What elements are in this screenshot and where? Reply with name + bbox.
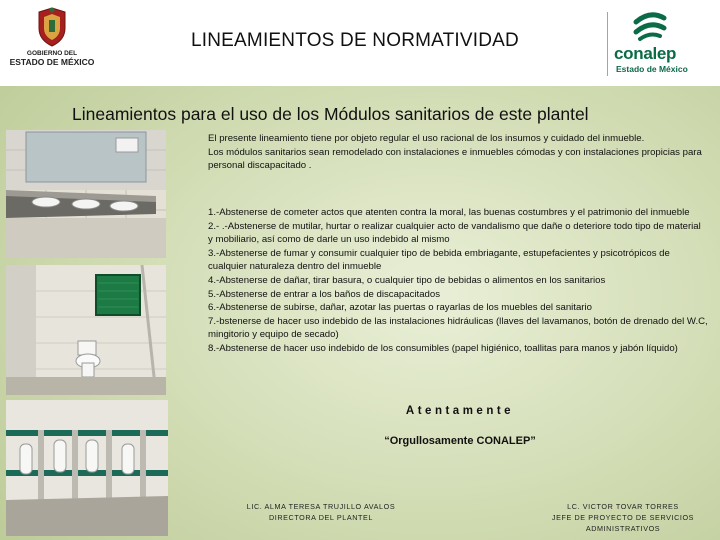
toilet-photo [6,265,166,395]
closing-motto: “Orgullosamente CONALEP” [384,435,536,447]
gobierno-estado-mexico-logo [6,6,98,76]
rule-item: 1.-Abstenerse de cometer actos que atenten contra la moral, las buenas costumbres y el patrimonio del inmueble [208,207,690,218]
rule-item: 3.-Abstenerse de fumar y consumir cualquier tipo de bebida embriagante, estupefacientes y psicotrópicos de cualquier naturaleza dentro del inmueble [208,247,670,273]
header-divider [607,12,608,76]
signature-left [226,501,416,523]
intro-text [208,132,708,173]
rule-item: 4.-Abstenerse de dañar, tirar basura, o cualquier tipo de bebidas o alimentos en los sanitarios [208,274,606,286]
conalep-brand-text: conalep [614,44,677,63]
sinks-photo [6,130,166,258]
intro-paragraph: El presente lineamiento tiene por objeto regular el uso racional de los insumos y cuidado del inmueble. [208,133,645,144]
signature-left-role: DIRECTORA DEL PLANTEL [268,513,374,522]
rule-item: 6.-Abstenerse de subirse, dañar, azotar las puertas o rayarlas de los muebles del sanitario [208,302,592,314]
closing-attentively: Atentamente [405,405,515,417]
rule-item: 7.-bstenerse de hacer uso indebido de las instalaciones hidráulicas (llaves del lavamanos, botón de drenado del W.C, mingitorio y equipo de secado) [208,315,708,341]
logo-line-1: GOBIERNO DEL [26,50,78,57]
rule-item: 5.-Abstenerse de entrar a los baños de discapacitados [208,288,440,300]
signature-right-name: LC. VICTOR TOVAR TORRES [567,502,679,511]
section-heading: Lineamientos para el uso de los Módulos sanitarios de este plantel [72,104,589,124]
signature-right [528,501,718,534]
intro-paragraph: Los módulos sanitarios sean remodelado con instalaciones e inmuebles cómodas y con instalaciones propicias para personal discapacitado . [208,146,702,172]
urinals-photo [6,400,168,536]
signature-left-name: LIC. ALMA TERESA TRUJILLO AVALOS [246,502,396,511]
rule-item: 2.- .-Abstenerse de mutilar, hurtar o realizar cualquier acto de vandalismo que dañe o deteriore todo tipo de material y mobiliario, así como de darle un uso indebido al mismo [208,220,701,246]
conalep-logo [612,8,712,78]
document-title: LINEAMIENTOS DE NORMATIVIDAD [191,30,519,51]
header-band [0,0,720,86]
conalep-emblem-icon [630,8,670,42]
signature-right-role: JEFE DE PROYECTO DE SERVICIOS ADMINISTRATIVOS [551,513,695,533]
conalep-subtitle: Estado de México [616,64,688,74]
state-seal-icon [35,6,69,48]
rules-list [208,206,708,356]
logo-line-2: ESTADO DE MÉXICO [9,57,95,67]
rule-item: 8.-Abstenerse de hacer uso indebido de los consumibles (papel higiénico, toallitas para manos y jabón líquido) [208,342,678,354]
